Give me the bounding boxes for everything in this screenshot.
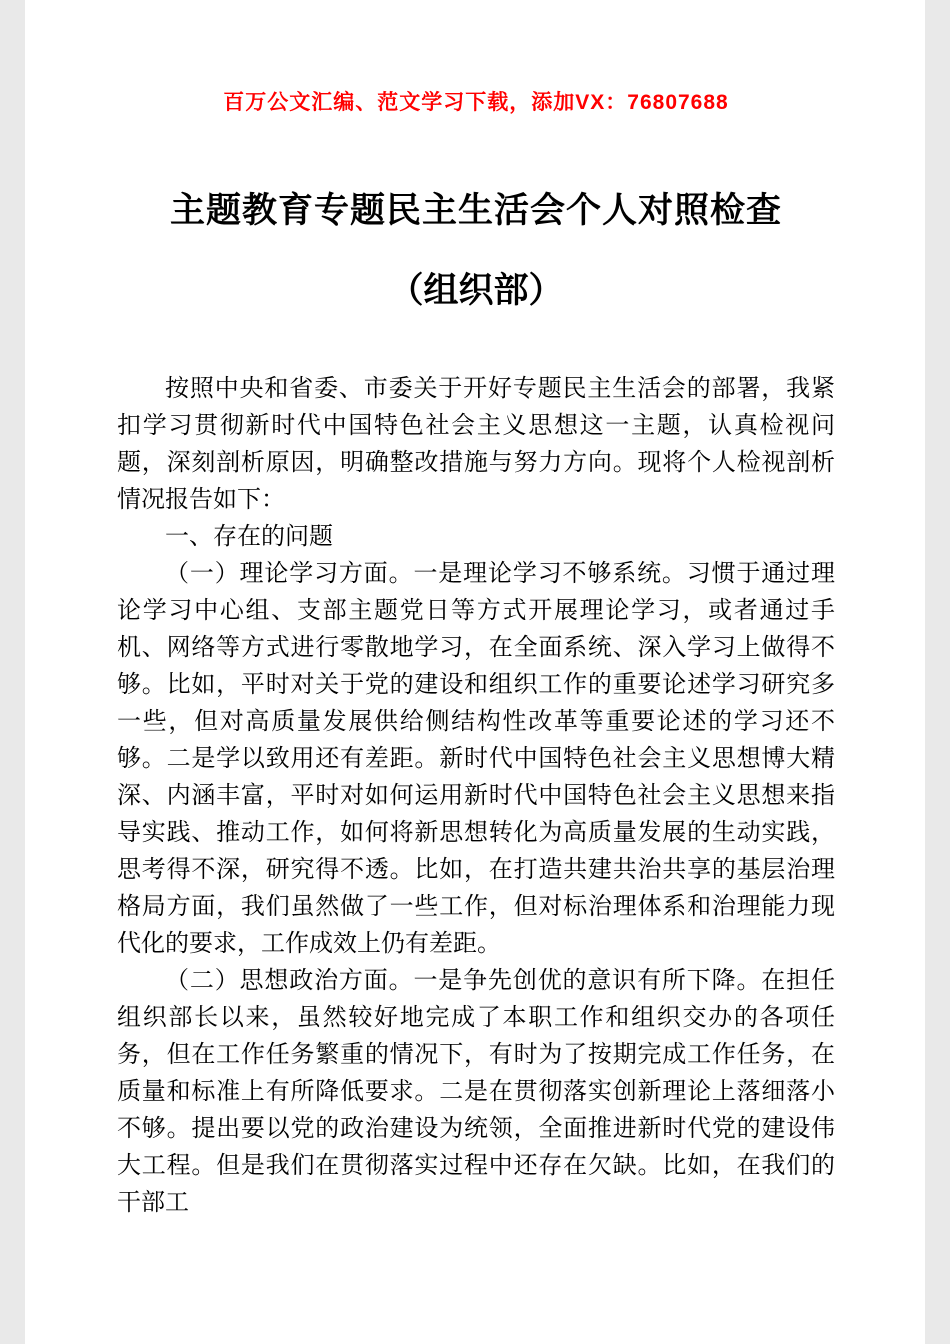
paragraph-intro: 按照中央和省委、市委关于开好专题民主生活会的部署，我紧扣学习贯彻新时代中国特色社会主义思想这一主题，认真检视问题，深刻剖析原因，明确整改措施与努力方向。现将个人检视剖析情况报告如下：: [117, 376, 835, 513]
document-page: [25, 0, 925, 1344]
paragraph-theory-study: （一）理论学习方面。一是理论学习不够系统。习惯于通过理论学习中心组、支部主题党日等方式开展理论学习，或者通过手机、网络等方式进行零散地学习，在全面系统、深入学习上做得不够。比如，平时对关于党的建设和组织工作的重要论述学习研究多一些，但对高质量发展供给侧结构性改革等重要论述的学习还不够。二是学以致用还有差距。新时代中国特色社会主义思想博大精深、内涵丰富，平时对如何运用新时代中国特色社会主义思想来指导实践、推动工作，如何将新思想转化为高质量发展的生动实践，思考得不深，研究得不透。比如，在打造共建共治共享的基层治理格局方面，我们虽然做了一些工作，但对标治理体系和治理能力现代化的要求，工作成效上仍有差距。: [117, 561, 835, 957]
paragraph-ideology-politics: （二）思想政治方面。一是争先创优的意识有所下降。在担任组织部长以来，虽然较好地完成了本职工作和组织交办的各项任务，但在工作任务繁重的情况下，有时为了按期完成工作任务，在质量和标准上有所降低要求。二是在贯彻落实创新理论上落细落小不够。提出要以党的政治建设为统领，全面推进新时代党的建设伟大工程。但是我们在贯彻落实过程中还存在欠缺。比如，在我们的干部工: [117, 968, 835, 1216]
paragraph-section-heading: 一、存在的问题: [165, 524, 333, 550]
document-body: [117, 371, 835, 1222]
document-subtitle: （组织部）: [388, 270, 564, 310]
document-title: 主题教育专题民主生活会个人对照检查: [169, 191, 782, 230]
promo-banner: 百万公文汇编、范文学习下载，添加VX：76807688: [223, 91, 729, 114]
